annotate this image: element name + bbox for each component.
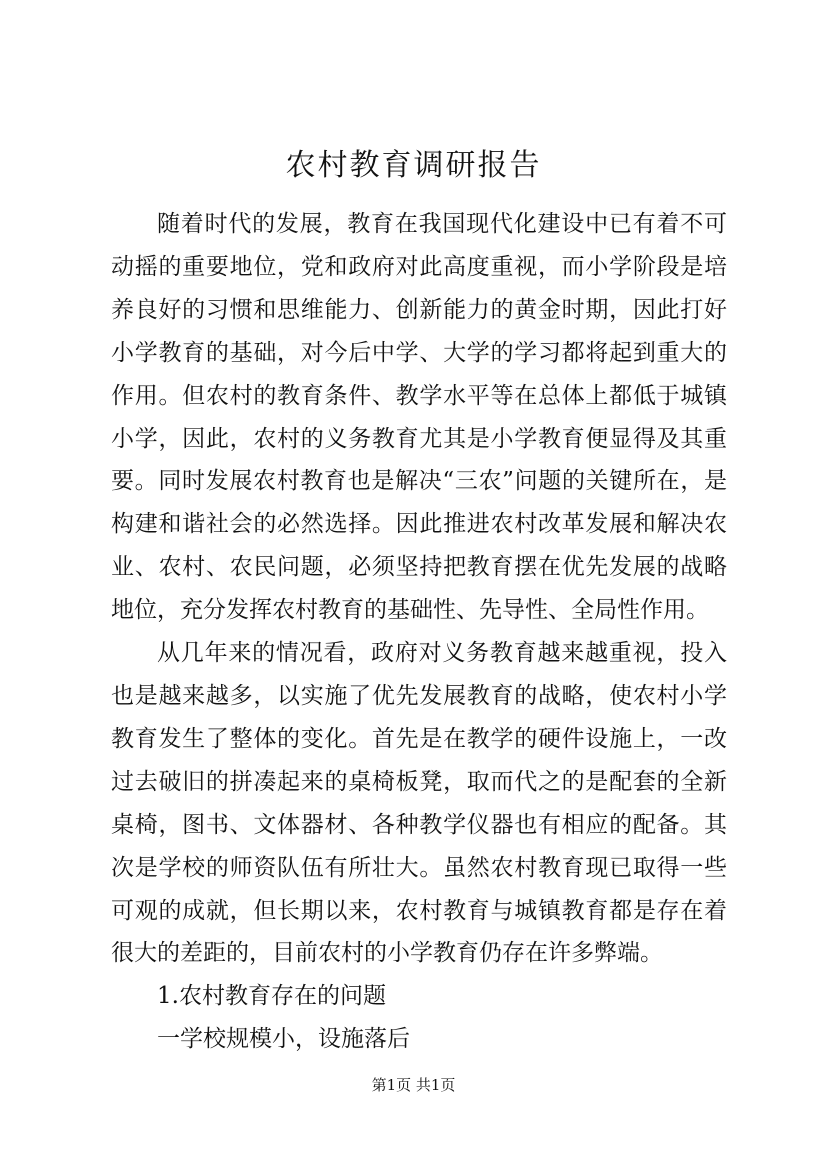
paragraph-current-situation: 从几年来的情况看，政府对义务教育越来越重视，投入也是越来越多，以实施了优先发展教育的战略，使农村小学教育发生了整体的变化。首先是在教学的硬件设施上，一改过去破旧的拼凑起来的桌椅板凳，取而代之的是配套的全新桌椅，图书、文体器材、各种教学仪器也有相应的配备。其次是学校的师资队伍有所壮大。虽然农村教育现已取得一些可观的成就，但长期以来，农村教育与城镇教育都是存在着很大的差距的，目前农村的小学教育仍存在许多弊端。 bbox=[111, 640, 727, 967]
page-number: 第1页 共1页 bbox=[371, 1076, 456, 1094]
subsection-heading: 一学校规模小，设施落后 bbox=[157, 1026, 410, 1053]
section-heading: 1.农村教育存在的问题 bbox=[157, 983, 386, 1010]
document-body bbox=[111, 203, 727, 1061]
paragraph-introduction: 随着时代的发展，教育在我国现代化建设中已有着不可动摇的重要地位，党和政府对此高度重视，而小学阶段是培养良好的习惯和思维能力、创新能力的黄金时期，因此打好小学教育的基础，对今后中学、大学的学习都将起到重大的作用。但农村的教育条件、教学水平等在总体上都低于城镇小学，因此，农村的义务教育尤其是小学教育便显得及其重要。同时发展农村教育也是解决“三农”问题的关键所在，是构建和谐社会的必然选择。因此推进农村改革发展和解决农业、农村、农民问题，必须坚持把教育摆在优先发展的战略地位，充分发挥农村教育的基础性、先导性、全局性作用。 bbox=[111, 211, 727, 624]
document-title: 农村教育调研报告 bbox=[285, 148, 542, 183]
